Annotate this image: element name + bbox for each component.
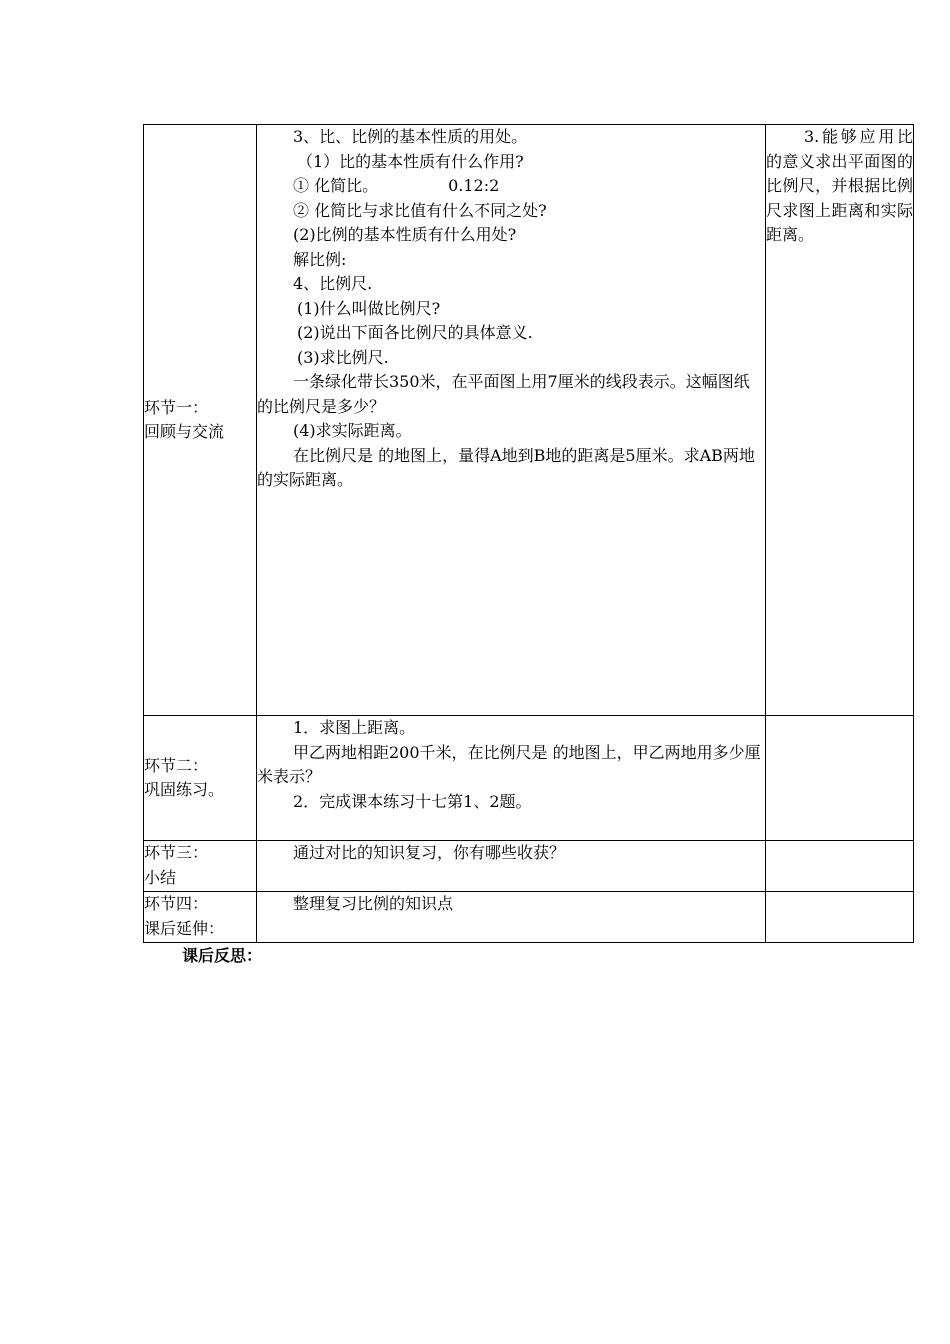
content-cell [257,125,766,716]
section-cell [144,716,257,841]
text-paragraph: 一条绿化带长350米，在平面图上用7厘米的线段表示。这幅图纸的比例尺是多少？ [257,372,750,416]
text-line: ② 化简比与求比值有什么不同之处? [293,200,547,220]
text-line: ① 化简比。 0.12:2 [293,176,500,195]
text-line: (3)求比例尺. [297,347,389,367]
text-line: （1）比的基本性质有什么作用? [297,151,524,171]
text-line: 3、比、比例的基本性质的用处。 [293,127,528,146]
content-cell [257,716,766,841]
section-cell [144,841,257,892]
text-line: (1)什么叫做比例尺? [297,298,441,318]
goal-cell [766,125,914,716]
empty-cell [766,892,914,943]
text-line: 1．求图上距离。 [293,718,416,737]
text-line: 2．完成课本练习十七第1、2题。 [293,791,532,811]
section-label: 环节二： [144,755,209,775]
section-label: 小结 [144,867,177,887]
text-line: 整理复习比例的知识点 [293,894,454,913]
content-cell [257,892,766,943]
section-label: 巩固练习。 [144,780,225,799]
empty-cell [766,716,914,841]
section-label: 环节一： [144,397,209,417]
section-cell [144,892,257,943]
empty-cell [766,841,914,892]
text-paragraph: 在比例尺是 的地图上，量得A地到B地的距离是5厘米。求AB两地的实际距离。 [257,445,755,489]
text-line: (4)求实际距离。 [293,421,412,440]
table-row [144,716,914,841]
section-label: 环节四： [144,894,209,913]
text-line: (2)说出下面各比例尺的具体意义. [297,323,533,342]
content-cell [257,841,766,892]
section-label: 回顾与交流 [144,422,225,441]
table-row [144,125,914,716]
text-line: (2)比例的基本性质有什么用处? [293,225,517,244]
text-line: 解比例: [293,249,347,269]
section-label: 环节三： [144,843,209,862]
table-row [144,841,914,892]
text-line: 通过对比的知识复习，你有哪些收获？ [293,843,566,862]
section-label: 课后延伸： [144,918,225,938]
goal-text: 3.能够应用比的意义求出平面图的比例尺，并根据比例尺求图上距离和实际距离。 [766,127,913,244]
lesson-plan-table [143,124,914,943]
section-cell [144,125,257,716]
text-line: 4、比例尺. [293,274,373,293]
table-row [144,892,914,943]
text-paragraph: 甲乙两地相距200千米，在比例尺是 的地图上，甲乙两地用多少厘米表示？ [257,742,761,786]
reflection-label: 课后反思： [182,946,263,965]
